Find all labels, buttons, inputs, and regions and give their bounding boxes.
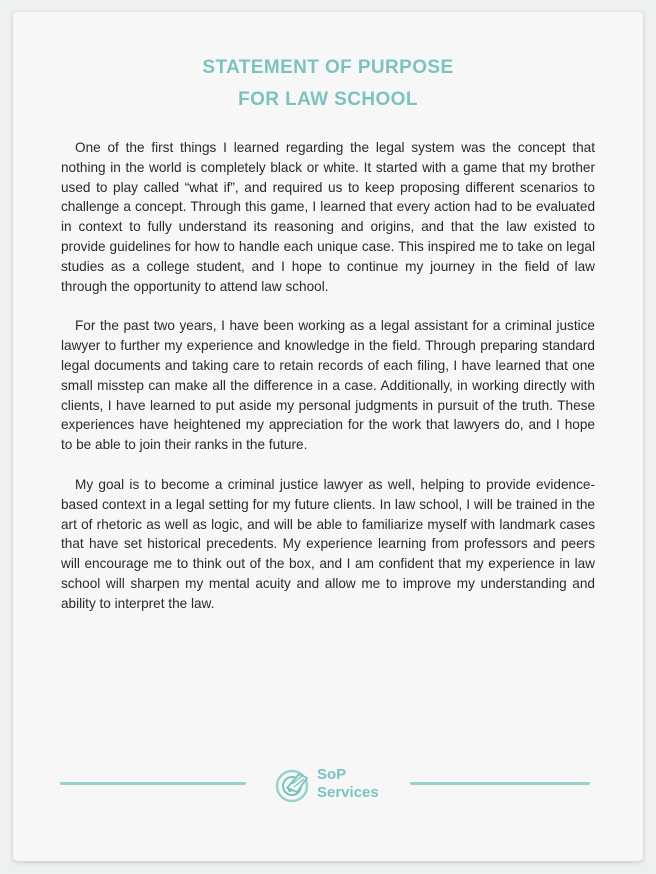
- logo-line-2: Services: [317, 784, 379, 801]
- paragraph-1: One of the first things I learned regarding the legal system was the concept that nothing in the world is completely black or white. It started with a game that my brother used to play called “what if”, and required us to keep proposing different scenarios to challenge a concept. Through this game, I learned that every action had to be evaluated in context to fully understand its reasoning and origins, and that the law existed to provide guidelines for how to handle each unique case. This inspired me to take on legal studies as a college student, and I hope to continue my journey in the field of law through the opportunity to attend law school.: [61, 140, 595, 294]
- document-body: [61, 138, 595, 634]
- title-line-2: FOR LAW SCHOOL: [238, 89, 418, 110]
- footer-divider-left: [60, 782, 246, 785]
- quill-pen-icon: [275, 764, 315, 804]
- document-page: [13, 12, 643, 861]
- document-title: [13, 52, 643, 116]
- paragraph-3: My goal is to become a criminal justice lawyer as well, helping to provide evidence-based context in a legal setting for my future clients. In law school, I will be trained in the art of rhetoric as well as logic, and will be able to familiarize myself with landmark cases that have set historical precedents. My experience learning from professors and peers will encourage me to think out of the box, and I am confident that my experience in law school will sharpen my mental acuity and allow me to improve my understanding and ability to interpret the law.: [61, 476, 595, 611]
- logo-text: [317, 766, 379, 802]
- sop-services-logo: [275, 764, 387, 806]
- footer-divider-right: [410, 782, 590, 785]
- logo-line-1: SoP: [317, 766, 347, 783]
- paragraph-2: For the past two years, I have been working as a legal assistant for a criminal justice lawyer to further my experience and knowledge in the field. Through preparing standard legal documents and taking care to retain records of each filing, I have learned that one small misstep can make all the difference in a case. Additionally, in working directly with clients, I have learned to put aside my personal judgments in pursuit of the truth. These experiences have heightened my appreciation for the work that lawyers do, and I hope to be able to join their ranks in the future.: [61, 318, 595, 453]
- title-line-1: STATEMENT OF PURPOSE: [202, 57, 454, 78]
